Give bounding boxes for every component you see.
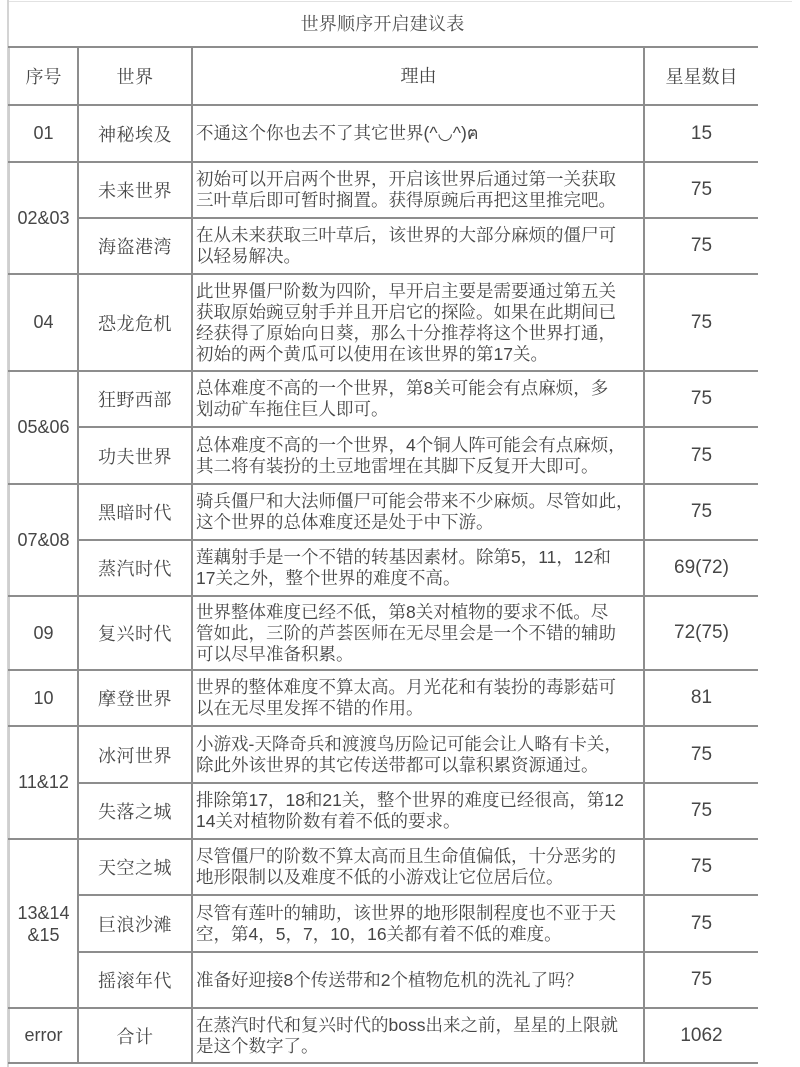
world-name: 摇滚年代 — [78, 952, 192, 1008]
reason-line: 空，第4，5，7，10，16关都有着不低的难度。 — [196, 923, 562, 944]
table-row — [9, 952, 758, 1008]
world-name: 蒸汽时代 — [78, 540, 192, 596]
star-count: 75 — [644, 839, 758, 895]
table-row — [9, 895, 758, 952]
star-count: 69(72) — [644, 540, 758, 596]
reason-line: 尽管僵尸的阶数不算太高而且生命值偏低，十分恶劣的 — [196, 846, 616, 866]
reason-line: 获取原始豌豆射手并且开启它的探险。如果在此期间已 — [196, 301, 616, 322]
header-seq: 序号 — [9, 47, 78, 105]
reason-line: 准备好迎接8个传送带和2个植物危机的洗礼了吗？ — [196, 969, 583, 990]
table-row — [9, 274, 758, 371]
reason-line: 以在无尽里发挥不错的作用。 — [196, 698, 424, 718]
reason-line: 初始的两个黄瓜可以使用在该世界的第17关。 — [196, 343, 548, 364]
table-row — [9, 162, 758, 218]
reason-cell — [192, 371, 644, 427]
reason-cell — [192, 427, 644, 484]
table-row — [9, 484, 758, 540]
star-count: 75 — [644, 274, 758, 371]
reason-line: 三叶草后即可暂时搁置。获得原豌后再把这里推完吧。 — [196, 190, 616, 210]
world-name: 未来世界 — [78, 162, 192, 218]
reason-line: 此世界僵尸阶数为四阶，早开启主要是需要通过第五关 — [196, 280, 616, 301]
seq-cell: 04 — [9, 274, 78, 371]
reason-cell — [192, 895, 644, 952]
star-count: 75 — [644, 484, 758, 540]
star-count: 75 — [644, 726, 758, 783]
seq-cell: 09 — [9, 596, 78, 670]
table-row — [9, 218, 758, 274]
reason-cell — [192, 726, 644, 783]
total-seq-cell: error — [9, 1008, 78, 1063]
world-name: 摩登世界 — [78, 670, 192, 726]
total-reason-cell — [192, 1008, 644, 1063]
reason-line: 不通这个你也去不了其它世界(^◡^)ฅ — [196, 123, 479, 143]
table-row — [9, 726, 758, 783]
reason-line: 骑兵僵尸和大法师僵尸可能会带来不少麻烦。尽管如此， — [196, 491, 634, 511]
seq-cell: 02&03 — [9, 162, 78, 274]
table-title: 世界顺序开启建议表 — [300, 14, 465, 34]
reason-line: 总体难度不高的一个世界，第8关可能会有点麻烦，多 — [196, 378, 609, 398]
star-count: 75 — [644, 162, 758, 218]
reason-line: 除此外该世界的其它传送带都可以靠积累资源通过。 — [196, 754, 599, 775]
reason-cell — [192, 783, 644, 839]
reason-cell — [192, 218, 644, 274]
world-name: 复兴时代 — [78, 596, 192, 670]
world-name: 天空之城 — [78, 839, 192, 895]
star-count: 75 — [644, 371, 758, 427]
reason-cell — [192, 670, 644, 726]
reason-line: 排除第17，18和21关，整个世界的难度已经很高，第12 — [196, 790, 624, 810]
reason-line: 在从未来获取三叶草后，该世界的大部分麻烦的僵尸可 — [196, 225, 616, 245]
world-name: 巨浪沙滩 — [78, 895, 192, 952]
table-row — [9, 783, 758, 839]
reason-line: 17关之外，整个世界的难度不高。 — [196, 568, 461, 588]
reason-cell — [192, 952, 644, 1008]
star-count: 75 — [644, 895, 758, 952]
star-count: 15 — [644, 105, 758, 162]
header-reason: 理由 — [192, 47, 644, 105]
world-name: 恐龙危机 — [78, 274, 192, 371]
header-world: 世界 — [78, 47, 192, 105]
world-order-table — [8, 46, 758, 1064]
reason-line: 莲藕射手是一个不错的转基因素材。除第5，11，12和 — [196, 547, 611, 567]
world-name: 功夫世界 — [78, 427, 192, 484]
star-count: 81 — [644, 670, 758, 726]
star-count: 75 — [644, 783, 758, 839]
total-star-count: 1062 — [644, 1008, 758, 1063]
reason-line: 初始可以开启两个世界，开启该世界后通过第一关获取 — [196, 169, 616, 189]
reason-line: 总体难度不高的一个世界，4个铜人阵可能会有点麻烦， — [196, 434, 626, 455]
reason-line: 以轻易解决。 — [196, 246, 301, 266]
reason-line: 尽管有莲叶的辅助，该世界的地形限制程度也不亚于天 — [196, 902, 616, 923]
table-row — [9, 105, 758, 162]
reason-line: 可以尽早准备积累。 — [196, 643, 354, 664]
seq-cell — [9, 839, 78, 1008]
reason-line: 世界的整体难度不算太高。月光花和有装扮的毒影菇可 — [196, 677, 616, 697]
reason-line: 地形限制以及难度不低的小游戏让它位居后位。 — [196, 867, 564, 887]
reason-line: 管如此，三阶的芦荟医师在无尽里会是一个不错的辅助 — [196, 622, 616, 643]
reason-cell — [192, 162, 644, 218]
world-name: 黑暗时代 — [78, 484, 192, 540]
reason-line: 划动矿车拖住巨人即可。 — [196, 399, 389, 419]
table-row — [9, 839, 758, 895]
reason-cell — [192, 540, 644, 596]
world-name: 冰河世界 — [78, 726, 192, 783]
reason-line: 14关对植物阶数有着不低的要求。 — [196, 811, 461, 831]
table-row — [9, 371, 758, 427]
reason-cell — [192, 596, 644, 670]
reason-cell — [192, 105, 644, 162]
table-row — [9, 596, 758, 670]
total-label: 合计 — [78, 1008, 192, 1063]
seq-label: 13&14&15 — [17, 902, 70, 945]
world-name: 失落之城 — [78, 783, 192, 839]
reason-line: 是这个数字了。 — [196, 1035, 319, 1056]
reason-line: 在蒸汽时代和复兴时代的boss出来之前，星星的上限就 — [196, 1014, 618, 1035]
reason-line: 其二将有装扮的土豆地雷埋在其脚下反复开大即可。 — [196, 455, 599, 476]
reason-cell — [192, 839, 644, 895]
world-name: 海盗港湾 — [78, 218, 192, 274]
header-stars: 星星数目 — [644, 47, 758, 105]
seq-cell: 05&06 — [9, 371, 78, 484]
reason-line: 这个世界的总体难度还是处于中下游。 — [196, 512, 494, 532]
star-count: 75 — [644, 952, 758, 1008]
reason-cell — [192, 484, 644, 540]
seq-cell: 10 — [9, 670, 78, 726]
world-name: 狂野西部 — [78, 371, 192, 427]
table-row — [9, 670, 758, 726]
table-row — [9, 540, 758, 596]
reason-line: 经获得了原始向日葵，那么十分推荐将这个世界打通， — [196, 322, 616, 343]
world-name: 神秘埃及 — [78, 105, 192, 162]
seq-cell: 11&12 — [9, 726, 78, 839]
reason-line: 小游戏-天降奇兵和渡渡鸟历险记可能会让人略有卡关， — [196, 733, 622, 754]
star-count: 72(75) — [644, 596, 758, 670]
reason-line: 世界整体难度已经不低，第8关对植物的要求不低。尽 — [196, 601, 609, 622]
table-row — [9, 427, 758, 484]
star-count: 75 — [644, 427, 758, 484]
seq-cell: 01 — [9, 105, 78, 162]
star-count: 75 — [644, 218, 758, 274]
reason-cell — [192, 274, 644, 371]
seq-cell: 07&08 — [9, 484, 78, 596]
header-row — [9, 47, 758, 105]
total-row — [9, 1008, 758, 1063]
